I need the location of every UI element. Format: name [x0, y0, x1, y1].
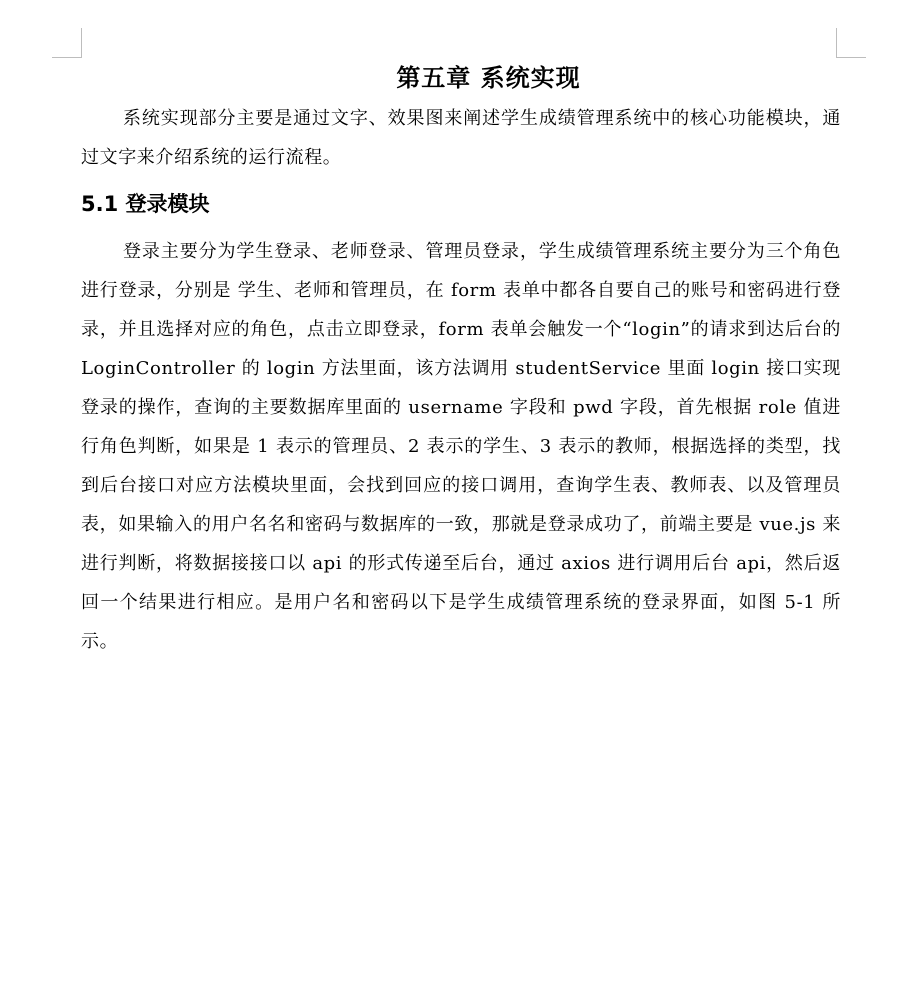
- crop-mark-top-left: [52, 28, 82, 58]
- intro-paragraph: 系统实现部分主要是通过文字、效果图来阐述学生成绩管理系统中的核心功能模块，通过文字来介绍系统的运行流程。: [81, 108, 841, 168]
- crop-mark-top-right: [836, 28, 866, 58]
- chapter-title: 第五章 系统实现: [396, 64, 581, 92]
- login-module-paragraph: 登录主要分为学生登录、老师登录、管理员登录，学生成绩管理系统主要分为三个角色进行登录，分别是 学生、老师和管理员，在 form 表单中都各自要自己的账号和密码进行登录，并且选择对应的角色，点击立即登录，form 表单会触发一个“login”的请求到达后台的 LoginController 的 login 方法里面，该方法调用 studentService 里面 login 接口实现登录的操作，查询的主要数据库里面的 username 字段和 pwd 字段，首先根据 role 值进行角色判断，如果是 1 表示的管理员、2 表示的学生、3 表示的教师，根据选择的类型，找到后台接口对应方法模块里面，会找到回应的接口调用，查询学生表、教师表、以及管理员表，如果输入的用户名名和密码与数据库的一致，那就是登录成功了，前端主要是 vue.js 来进行判断，将数据接接口以 api 的形式传递至后台，通过 axios 进行调用后台 api，然后返回一个结果进行相应。是用户名和密码以下是学生成绩管理系统的登录界面，如图 5-1 所示。: [81, 241, 841, 652]
- section-heading: 5.1 登录模块: [81, 192, 210, 216]
